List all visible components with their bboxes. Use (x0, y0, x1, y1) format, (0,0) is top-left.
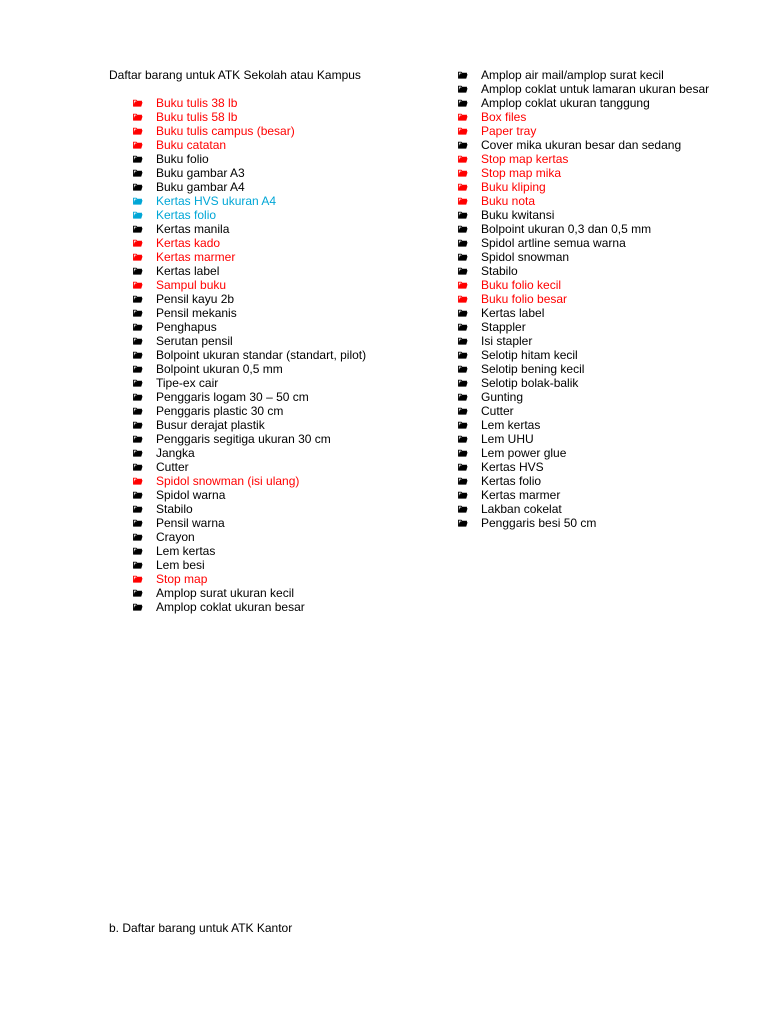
list-item (458, 278, 714, 292)
list-item (133, 208, 433, 222)
list-item (458, 292, 714, 306)
list-item-label: Buku folio (156, 152, 209, 166)
list-item (133, 488, 433, 502)
list-item (133, 264, 433, 278)
list-item-label: Spidol snowman (481, 250, 570, 264)
folder-icon (133, 477, 143, 485)
folder-icon (458, 379, 468, 387)
folder-icon (133, 337, 143, 345)
folder-icon (458, 211, 468, 219)
list-item-label: Buku folio kecil (481, 278, 562, 292)
list-item-label: Sampul buku (156, 278, 227, 292)
folder-icon (133, 281, 143, 289)
list-item (133, 194, 433, 208)
list-item-label: Spidol warna (156, 488, 226, 502)
list-item-label: Bolpoint ukuran 0,5 mm (156, 362, 283, 376)
list-item (133, 362, 433, 376)
list-item (133, 558, 433, 572)
folder-icon (133, 463, 143, 471)
list-item-label: Tipe-ex cair (156, 376, 219, 390)
folder-icon (458, 519, 468, 527)
folder-icon (133, 519, 143, 527)
list-item (133, 236, 433, 250)
list-item-label: Spidol snowman (isi ulang) (156, 474, 300, 488)
list-item (133, 138, 433, 152)
list-item-label: Amplop surat ukuran kecil (156, 586, 295, 600)
list-item-label: Buku gambar A3 (156, 166, 245, 180)
list-item (458, 432, 714, 446)
list-item-label: Serutan pensil (156, 334, 233, 348)
list-item-label: Bolpoint ukuran 0,3 dan 0,5 mm (481, 222, 652, 236)
list-item-label: Stop map mika (481, 166, 562, 180)
folder-icon (133, 253, 143, 261)
list-item-label: Jangka (156, 446, 195, 460)
list-item (133, 446, 433, 460)
list-item-label: Lem UHU (481, 432, 534, 446)
folder-icon (458, 113, 468, 121)
folder-icon (133, 491, 143, 499)
folder-icon (133, 113, 143, 121)
folder-icon (133, 351, 143, 359)
list-item-label: Gunting (481, 390, 524, 404)
list-item (458, 180, 714, 194)
list-item-label: Amplop coklat ukuran tanggung (481, 96, 650, 110)
folder-icon (133, 547, 143, 555)
folder-icon (133, 449, 143, 457)
list-item (458, 446, 714, 460)
folder-icon (133, 309, 143, 317)
folder-icon (458, 85, 468, 93)
folder-icon (133, 561, 143, 569)
list-item (133, 96, 433, 110)
list-item-label: Stabilo (156, 502, 193, 516)
list-item (458, 404, 714, 418)
folder-icon (458, 477, 468, 485)
list-item (458, 362, 714, 376)
list-item (458, 250, 714, 264)
list-item (133, 320, 433, 334)
list-item-label: Buku kliping (481, 180, 546, 194)
list-item-label: Stop map kertas (481, 152, 569, 166)
list-item (133, 516, 433, 530)
list-item-label: Crayon (156, 530, 195, 544)
list-item (458, 68, 714, 82)
list-item (458, 320, 714, 334)
list-item (133, 600, 433, 614)
list-item (458, 516, 714, 530)
list-item (133, 586, 433, 600)
list-item (458, 82, 714, 96)
folder-icon (133, 379, 143, 387)
list-item (133, 124, 433, 138)
folder-icon (458, 309, 468, 317)
folder-icon (458, 491, 468, 499)
list-item (458, 236, 714, 250)
list-item (458, 138, 714, 152)
list-item (458, 390, 714, 404)
list-item-label: Penggaris logam 30 – 50 cm (156, 390, 309, 404)
folder-icon (133, 141, 143, 149)
list-item-label: Stappler (481, 320, 526, 334)
list-item-label: Kertas HVS (481, 460, 544, 474)
list-item (133, 502, 433, 516)
folder-icon (458, 141, 468, 149)
list-item (133, 474, 433, 488)
folder-icon (458, 239, 468, 247)
list-item (458, 502, 714, 516)
list-item (458, 474, 714, 488)
list-item-label: Cutter (481, 404, 514, 418)
list-item-label: Paper tray (481, 124, 537, 138)
folder-icon (458, 407, 468, 415)
list-item (458, 194, 714, 208)
folder-icon (458, 449, 468, 457)
list-item (133, 110, 433, 124)
folder-icon (133, 99, 143, 107)
folder-icon (133, 421, 143, 429)
folder-icon (133, 589, 143, 597)
list-item (458, 152, 714, 166)
folder-icon (133, 169, 143, 177)
list-item-label: Amplop coklat ukuran besar (156, 600, 305, 614)
list-item-label: Penghapus (156, 320, 217, 334)
list-item-label: Kertas folio (481, 474, 542, 488)
folder-icon (458, 71, 468, 79)
list-item-label: Kertas HVS ukuran A4 (156, 194, 277, 208)
folder-icon (458, 281, 468, 289)
list-item (133, 376, 433, 390)
list-item-label: Penggaris segitiga ukuran 30 cm (156, 432, 331, 446)
list-item-label: Pensil mekanis (156, 306, 237, 320)
list-item (133, 432, 433, 446)
list-item-label: Selotip hitam kecil (481, 348, 578, 362)
list-item (133, 222, 433, 236)
list-item-label: Busur derajat plastik (156, 418, 265, 432)
list-item (458, 96, 714, 110)
list-item (133, 292, 433, 306)
folder-icon (458, 365, 468, 373)
folder-icon (458, 337, 468, 345)
list-item-label: Stop map (156, 572, 208, 586)
list-item-label: Kertas label (156, 264, 220, 278)
folder-icon (458, 295, 468, 303)
list-item (458, 418, 714, 432)
list-item (458, 348, 714, 362)
folder-icon (458, 169, 468, 177)
list-item-label: Kertas manila (156, 222, 230, 236)
list-item (458, 306, 714, 320)
list-item-label: Box files (481, 110, 527, 124)
list-item (133, 572, 433, 586)
list-item-label: Selotip bening kecil (481, 362, 585, 376)
list-item-label: Lem kertas (481, 418, 541, 432)
list-item-label: Lem kertas (156, 544, 216, 558)
folder-icon (133, 127, 143, 135)
folder-icon (133, 295, 143, 303)
folder-icon (458, 505, 468, 513)
list-item (458, 376, 714, 390)
list-item-label: Kertas folio (156, 208, 217, 222)
folder-icon (133, 183, 143, 191)
folder-icon (458, 155, 468, 163)
list-item (133, 530, 433, 544)
list-item-label: Pensil kayu 2b (156, 292, 235, 306)
list-item-label: Buku kwitansi (481, 208, 555, 222)
list-item (458, 460, 714, 474)
list-item-label: Buku tulis campus (besar) (156, 124, 295, 138)
list-item-label: Lem besi (156, 558, 205, 572)
folder-icon (133, 197, 143, 205)
folder-icon (133, 435, 143, 443)
list-item-label: Stabilo (481, 264, 518, 278)
list-item-label: Amplop coklat untuk lamaran ukuran besar (481, 82, 710, 96)
folder-icon (458, 197, 468, 205)
list-item (133, 180, 433, 194)
list-item-label: Penggaris besi 50 cm (481, 516, 597, 530)
folder-icon (133, 505, 143, 513)
list-item (458, 124, 714, 138)
list-item (133, 334, 433, 348)
folder-icon (133, 155, 143, 163)
folder-icon (458, 183, 468, 191)
list-item-label: Pensil warna (156, 516, 225, 530)
folder-icon (133, 407, 143, 415)
list-item-label: Lakban cokelat (481, 502, 562, 516)
list-item (133, 460, 433, 474)
list-item-label: Buku folio besar (481, 292, 568, 306)
list-item-label: Spidol artline semua warna (481, 236, 626, 250)
list-item (458, 488, 714, 502)
section-heading-office: b. Daftar barang untuk ATK Kantor (109, 921, 293, 935)
list-item (133, 390, 433, 404)
list-item (458, 166, 714, 180)
list-item (133, 544, 433, 558)
list-item-label: Buku gambar A4 (156, 180, 245, 194)
list-item-label: Kertas kado (156, 236, 221, 250)
list-item-label: Buku catatan (156, 138, 227, 152)
list-item (458, 334, 714, 348)
folder-icon (458, 323, 468, 331)
section-heading-school: Daftar barang untuk ATK Sekolah atau Kampus (109, 68, 361, 82)
list-item-label: Buku nota (481, 194, 536, 208)
folder-icon (133, 603, 143, 611)
folder-icon (458, 99, 468, 107)
folder-icon (458, 435, 468, 443)
list-item-label: Kertas marmer (481, 488, 561, 502)
list-item-label: Isi stapler (481, 334, 533, 348)
folder-icon (458, 127, 468, 135)
list-item (458, 110, 714, 124)
list-item-label: Penggaris plastic 30 cm (156, 404, 284, 418)
list-item-label: Cutter (156, 460, 189, 474)
list-item (133, 404, 433, 418)
list-item-label: Selotip bolak-balik (481, 376, 579, 390)
list-item (133, 306, 433, 320)
folder-icon (133, 365, 143, 373)
list-item (458, 222, 714, 236)
folder-icon (133, 239, 143, 247)
list-item-label: Amplop air mail/amplop surat kecil (481, 68, 664, 82)
school-supplies-list (133, 96, 433, 614)
folder-icon (458, 393, 468, 401)
folder-icon (133, 575, 143, 583)
list-item-label: Buku tulis 58 lb (156, 110, 238, 124)
folder-icon (133, 211, 143, 219)
list-item-label: Buku tulis 38 lb (156, 96, 238, 110)
folder-icon (458, 253, 468, 261)
folder-icon (458, 351, 468, 359)
list-item-label: Kertas label (481, 306, 545, 320)
folder-icon (458, 225, 468, 233)
folder-icon (133, 393, 143, 401)
list-item (133, 152, 433, 166)
list-item-label: Cover mika ukuran besar dan sedang (481, 138, 682, 152)
office-supplies-list-continued (458, 68, 714, 530)
list-item (458, 208, 714, 222)
list-item (133, 418, 433, 432)
folder-icon (133, 225, 143, 233)
list-item-label: Kertas marmer (156, 250, 236, 264)
folder-icon (133, 533, 143, 541)
folder-icon (458, 421, 468, 429)
folder-icon (133, 267, 143, 275)
folder-icon (133, 323, 143, 331)
list-item-label: Bolpoint ukuran standar (standart, pilot) (156, 348, 367, 362)
list-item (133, 278, 433, 292)
folder-icon (458, 267, 468, 275)
list-item (133, 348, 433, 362)
list-item (133, 250, 433, 264)
list-item-label: Lem power glue (481, 446, 567, 460)
folder-icon (458, 463, 468, 471)
list-item (458, 264, 714, 278)
list-item (133, 166, 433, 180)
